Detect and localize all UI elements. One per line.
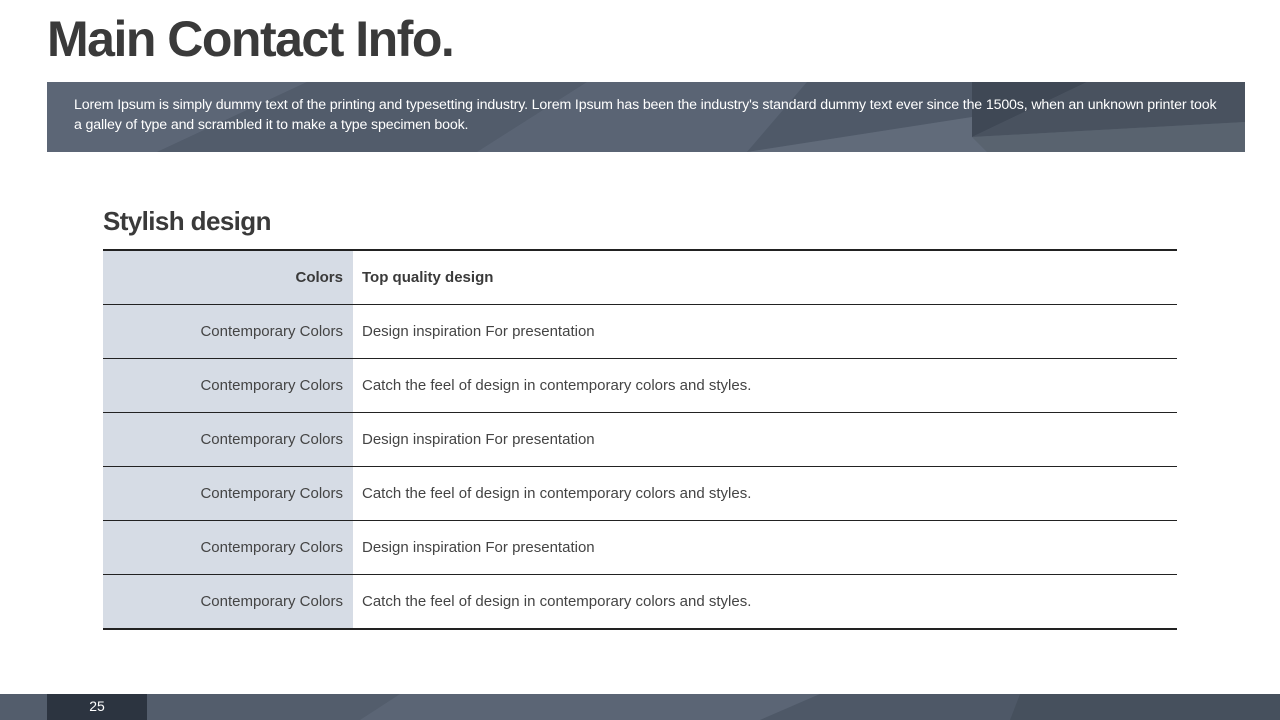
header-colors: Colors xyxy=(103,250,353,305)
intro-text: Lorem Ipsum is simply dummy text of the printing and typesetting industry. Lorem Ipsum has been the industry's standard dummy text ever since the 1500s, when an unknown printer took a galley of type and scrambled it to make a type specimen book. xyxy=(74,97,1217,133)
section-title: Stylish design xyxy=(103,206,271,236)
table-row xyxy=(103,305,1177,359)
row-description: Catch the feel of design in contemporary colors and styles. xyxy=(353,359,1177,413)
page-number-box xyxy=(47,694,147,720)
row-label: Contemporary Colors xyxy=(103,359,353,413)
row-label: Contemporary Colors xyxy=(103,305,353,359)
footer-bar xyxy=(0,694,1280,720)
header-top-quality-design: Top quality design xyxy=(353,250,1177,305)
row-description: Design inspiration For presentation xyxy=(353,305,1177,359)
row-label: Contemporary Colors xyxy=(103,575,353,630)
row-description: Design inspiration For presentation xyxy=(353,413,1177,467)
row-label: Contemporary Colors xyxy=(103,521,353,575)
row-label: Contemporary Colors xyxy=(103,413,353,467)
row-description: Catch the feel of design in contemporary colors and styles. xyxy=(353,467,1177,521)
table-row xyxy=(103,413,1177,467)
row-description: Design inspiration For presentation xyxy=(353,521,1177,575)
table-row xyxy=(103,521,1177,575)
row-label: Contemporary Colors xyxy=(103,467,353,521)
row-description: Catch the feel of design in contemporary colors and styles. xyxy=(362,593,752,610)
table-row xyxy=(103,359,1177,413)
design-table xyxy=(103,249,1177,630)
table-row xyxy=(103,575,1177,630)
intro-banner xyxy=(47,82,1245,152)
page-title: Main Contact Info. xyxy=(47,11,454,67)
table-row xyxy=(103,467,1177,521)
table-header-row xyxy=(103,250,1177,305)
page-number: 25 xyxy=(89,698,105,714)
footer-facet-pattern xyxy=(0,694,1280,720)
